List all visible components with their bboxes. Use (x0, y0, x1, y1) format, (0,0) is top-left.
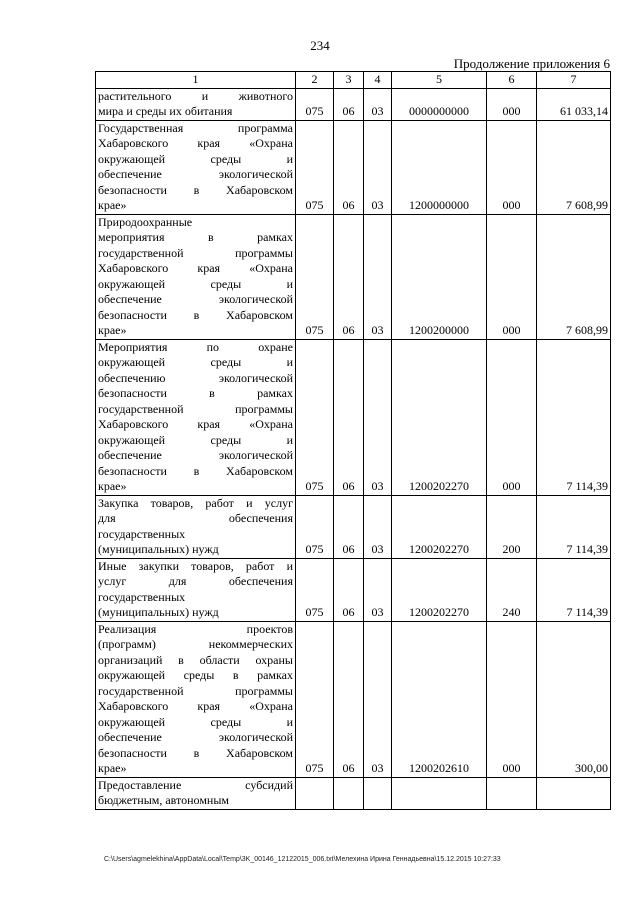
description-line: крае» (98, 479, 127, 493)
description-line: государственных (98, 526, 186, 541)
amount-cell: 7 114,39 (537, 558, 611, 621)
table-header-row (96, 72, 611, 89)
table-row (96, 777, 611, 809)
target-item-cell (392, 777, 487, 809)
description-line: организаций в области охраны (98, 652, 293, 667)
subsection-code-cell (364, 777, 392, 809)
subsection-code-cell: 03 (364, 214, 392, 339)
table-row (96, 558, 611, 621)
subsection-code-cell: 03 (364, 88, 392, 120)
amount-cell: 7 608,99 (537, 120, 611, 214)
row-description (96, 88, 296, 120)
section-code-cell: 075 (296, 495, 334, 558)
table-row (96, 214, 611, 339)
column-header: 1 (96, 72, 296, 89)
target-item-cell: 1200000000 (392, 120, 487, 214)
description-line: Природоохранные (98, 214, 193, 229)
table-row (96, 621, 611, 777)
description-line: государственной программы (98, 245, 293, 260)
amount-cell: 7 608,99 (537, 214, 611, 339)
description-line: крае» (98, 761, 127, 775)
table-body (96, 88, 611, 809)
amount-cell (537, 777, 611, 809)
description-line: безопасности в Хабаровском (98, 307, 293, 322)
table-row (96, 339, 611, 495)
section-code-cell: 075 (296, 214, 334, 339)
section-code-cell: 075 (296, 621, 334, 777)
description-line: растительного и животного (98, 88, 293, 103)
row-description (96, 214, 296, 339)
section-code-cell: 075 (296, 558, 334, 621)
column-header: 3 (334, 72, 364, 89)
description-line: окружающей среды и (98, 714, 293, 729)
expense-type-cell: 000 (487, 621, 537, 777)
description-line: безопасности в Хабаровском (98, 745, 293, 760)
subsection-code-cell: 03 (364, 558, 392, 621)
description-line: (муниципальных) нужд (98, 605, 219, 619)
description-line: Иные закупки товаров, работ и (98, 558, 293, 573)
description-line: государственных (98, 589, 186, 604)
row-description (96, 120, 296, 214)
description-line: обеспечение экологической (98, 448, 293, 462)
description-line: обеспечение экологической (98, 167, 293, 181)
description-line: окружающей среды и (98, 355, 293, 369)
description-line: крае» (98, 198, 127, 212)
table-row (96, 495, 611, 558)
column-header: 7 (537, 72, 611, 89)
description-line: бюджетным, автономным (98, 793, 229, 807)
description-line: Государственная программа (98, 120, 293, 135)
column-header: 2 (296, 72, 334, 89)
description-line: Хабаровского края «Охрана (98, 261, 293, 275)
expense-type-cell (487, 777, 537, 809)
description-line: обеспечению экологической (98, 370, 293, 385)
chapter-code-cell: 06 (334, 88, 364, 120)
description-line: государственной программы (98, 683, 293, 698)
expense-type-cell: 000 (487, 214, 537, 339)
expense-type-cell: 000 (487, 88, 537, 120)
expense-type-cell: 240 (487, 558, 537, 621)
target-item-cell: 1200202270 (392, 558, 487, 621)
description-line: Закупка товаров, работ и услуг (98, 495, 293, 510)
description-line: окружающей среды и (98, 151, 293, 166)
table-row (96, 120, 611, 214)
description-line: мероприятия в рамках (98, 230, 293, 244)
description-line: окружающей среды и (98, 276, 293, 291)
chapter-code-cell: 06 (334, 558, 364, 621)
description-line: обеспечение экологической (98, 292, 293, 306)
amount-cell: 7 114,39 (537, 339, 611, 495)
description-line: безопасности в рамках (98, 386, 293, 400)
expense-type-cell: 200 (487, 495, 537, 558)
description-line: окружающей среды в рамках (98, 668, 293, 682)
subsection-code-cell: 03 (364, 339, 392, 495)
chapter-code-cell: 06 (334, 495, 364, 558)
description-line: Реализация проектов (98, 621, 293, 636)
description-line: обеспечение экологической (98, 730, 293, 744)
section-code-cell: 075 (296, 88, 334, 120)
chapter-code-cell (334, 777, 364, 809)
amount-cell: 7 114,39 (537, 495, 611, 558)
column-header: 5 (392, 72, 487, 89)
row-description (96, 558, 296, 621)
row-description (96, 495, 296, 558)
chapter-code-cell: 06 (334, 120, 364, 214)
budget-table (95, 71, 611, 810)
description-line: для обеспечения (98, 511, 293, 525)
description-line: Хабаровского края «Охрана (98, 699, 293, 713)
page-number: 234 (310, 38, 330, 53)
description-line: безопасности в Хабаровском (98, 182, 293, 197)
subsection-code-cell: 03 (364, 120, 392, 214)
description-line: Хабаровского края «Охрана (98, 136, 293, 150)
amount-cell: 300,00 (537, 621, 611, 777)
target-item-cell: 1200202610 (392, 621, 487, 777)
subsection-code-cell: 03 (364, 621, 392, 777)
section-code-cell: 075 (296, 120, 334, 214)
target-item-cell: 1200202270 (392, 495, 487, 558)
chapter-code-cell: 06 (334, 214, 364, 339)
description-line: безопасности в Хабаровском (98, 463, 293, 478)
section-code-cell: 075 (296, 339, 334, 495)
target-item-cell: 0000000000 (392, 88, 487, 120)
target-item-cell: 1200202270 (392, 339, 487, 495)
chapter-code-cell: 06 (334, 339, 364, 495)
table-row (96, 88, 611, 120)
chapter-code-cell: 06 (334, 621, 364, 777)
description-line: государственной программы (98, 401, 293, 416)
continuation-note: Продолжение приложения 6 (453, 56, 610, 71)
description-line: мира и среды их обитания (98, 104, 233, 118)
target-item-cell: 1200200000 (392, 214, 487, 339)
expense-type-cell: 000 (487, 339, 537, 495)
description-line: окружающей среды и (98, 432, 293, 447)
section-code-cell (296, 777, 334, 809)
amount-cell: 61 033,14 (537, 88, 611, 120)
description-line: Мероприятия по охране (98, 339, 293, 354)
column-header: 4 (364, 72, 392, 89)
description-line: (программ) некоммерческих (98, 637, 293, 651)
expense-type-cell: 000 (487, 120, 537, 214)
column-header: 6 (487, 72, 537, 89)
description-line: Предоставление субсидий (98, 777, 293, 792)
row-description (96, 339, 296, 495)
description-line: (муниципальных) нужд (98, 542, 219, 556)
row-description (96, 777, 296, 809)
subsection-code-cell: 03 (364, 495, 392, 558)
description-line: услуг для обеспечения (98, 574, 293, 588)
row-description (96, 621, 296, 777)
description-line: Хабаровского края «Охрана (98, 417, 293, 431)
description-line: крае» (98, 323, 127, 337)
file-path-footer: C:\Users\agmelekhina\AppData\Local\Temp\3K_00146_12122015_006.txt\Мелехина Ирина Геннадьевна\15.12.2015 10:27:33 (104, 856, 501, 863)
